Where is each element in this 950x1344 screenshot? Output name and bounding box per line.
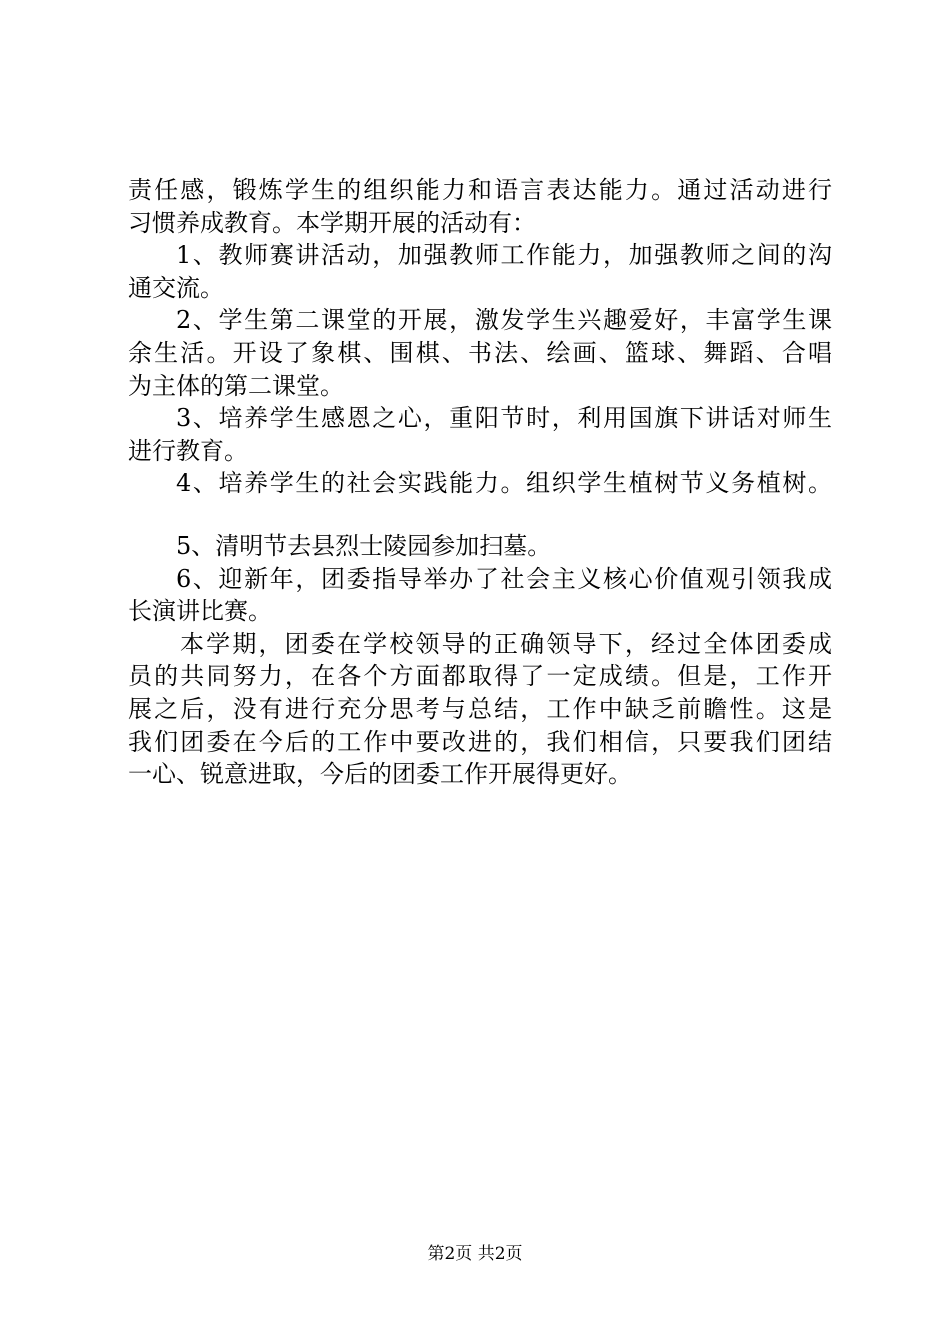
list-item-line: 2、学生第二课堂的开展，激发学生兴趣爱好，丰富学生课	[176, 306, 832, 335]
list-item-line: 1、教师赛讲活动，加强教师工作能力，加强教师之间的沟	[176, 241, 832, 270]
list-item-line: 进行教育。	[128, 436, 248, 465]
paragraph-line: 我们团委在今后的工作中要改进的，我们相信，只要我们团结	[128, 727, 832, 756]
list-item-line: 5、清明节去县烈士陵园参加扫墓。	[176, 531, 552, 560]
paragraph-line: 习惯养成教育。本学期开展的活动有：	[128, 208, 536, 237]
paragraph-line: 一心、锐意进取，今后的团委工作开展得更好。	[128, 760, 632, 789]
page-number-footer: 第2页 共2页	[427, 1244, 523, 1264]
list-item-line: 3、培养学生感恩之心，重阳节时，利用国旗下讲话对师生	[176, 404, 832, 433]
paragraph-line: 责任感，锻炼学生的组织能力和语言表达能力。通过活动进行	[128, 176, 832, 204]
list-item-line: 6、迎新年，团委指导举办了社会主义核心价值观引领我成	[176, 564, 832, 593]
paragraph-line: 员的共同努力，在各个方面都取得了一定成绩。但是，工作开	[128, 662, 832, 691]
list-item-line: 4、培养学生的社会实践能力。组织学生植树节义务植树。	[176, 469, 832, 498]
list-item-line: 长演讲比赛。	[128, 597, 272, 626]
list-item-line: 为主体的第二课堂。	[128, 371, 344, 400]
paragraph-line: 本学期，团委在学校领导的正确领导下，经过全体团委成	[180, 629, 832, 658]
document-body	[128, 174, 832, 791]
list-item-line: 通交流。	[128, 273, 224, 302]
blank-line	[128, 500, 832, 530]
list-item-line: 余生活。开设了象棋、围棋、书法、绘画、篮球、舞蹈、合唱	[128, 338, 832, 367]
paragraph-line: 展之后，没有进行充分思考与总结，工作中缺乏前瞻性。这是	[128, 694, 832, 723]
